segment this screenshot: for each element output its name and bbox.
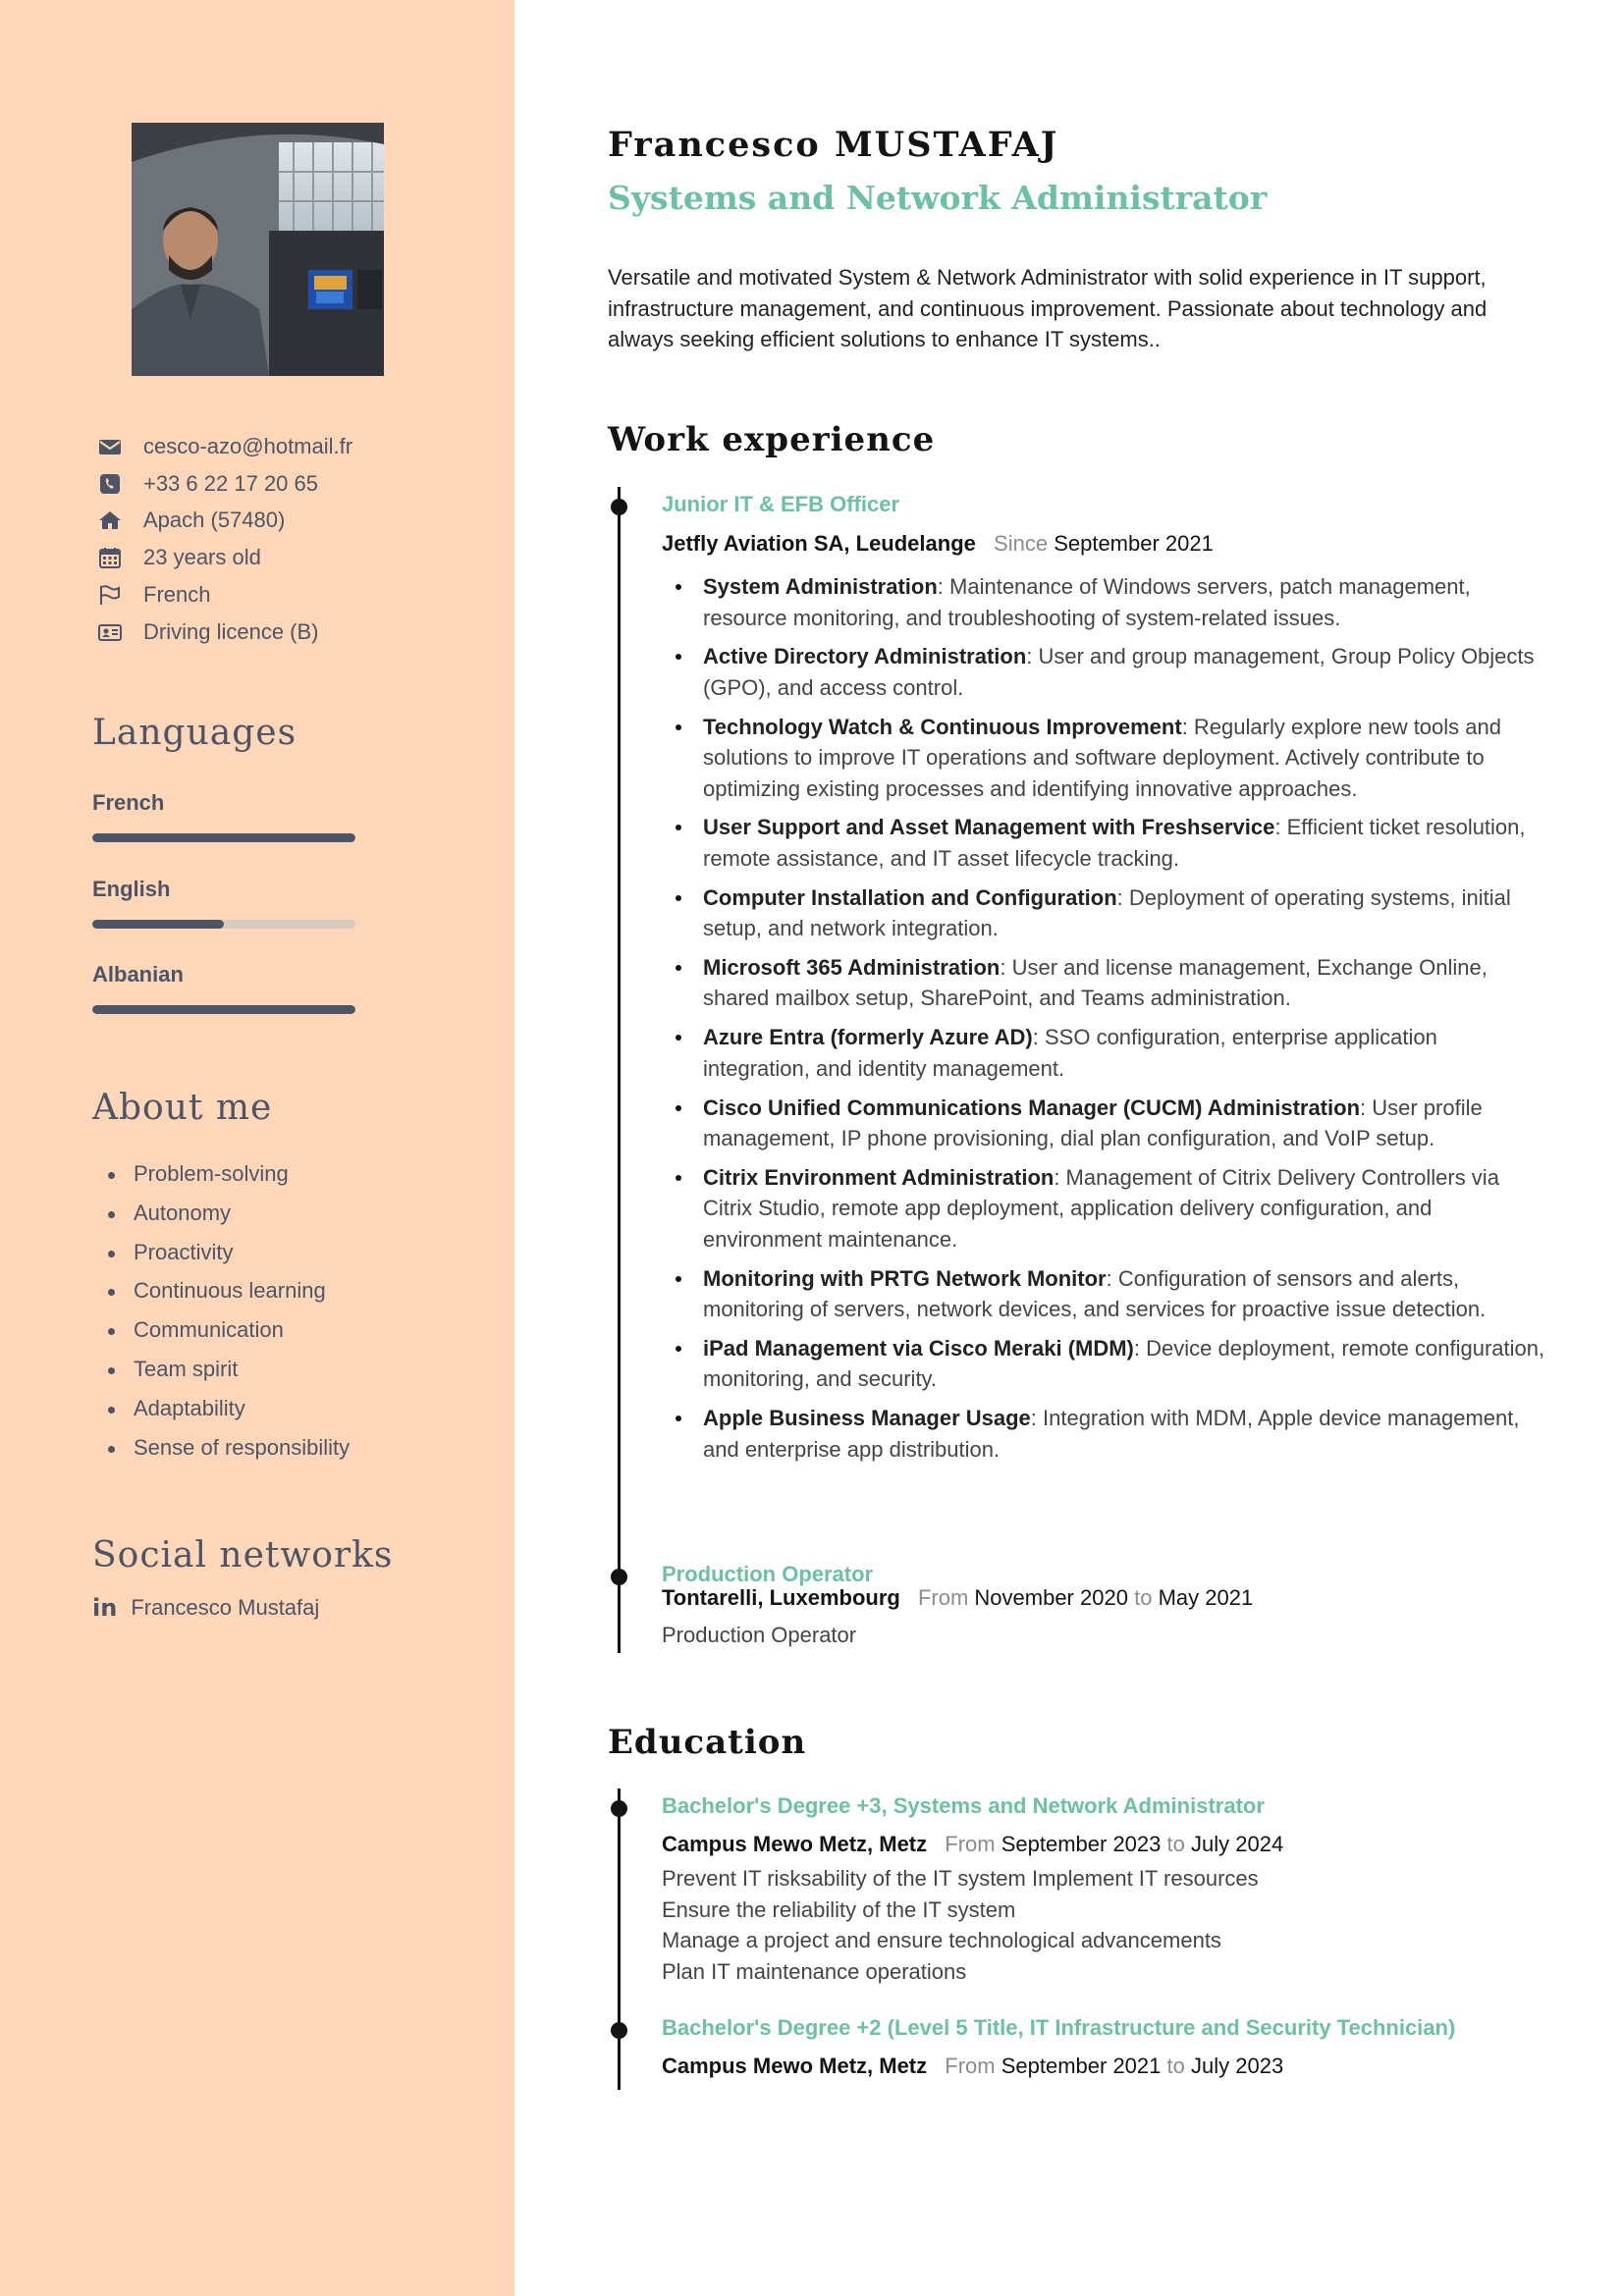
contact-text: +33 6 22 17 20 65 [143,470,318,496]
language-level-bar [92,833,355,842]
contact-list [98,428,352,651]
language-name: Albanian [92,962,184,987]
degree-detail: Manage a project and ensure technological advancements [662,1928,1221,1952]
from-date: November 2020 [974,1585,1128,1610]
degree-detail: Prevent IT risksability of the IT system Implement IT resources [662,1866,1259,1891]
language-item [92,877,355,929]
job-meta [662,1585,1253,1611]
degree-meta [662,2054,1283,2079]
since-label: Since [994,531,1049,556]
from-date: September 2023 [1001,1832,1162,1856]
about-heading: About me [92,1088,273,1128]
to-date: July 2023 [1191,2054,1284,2078]
school: Campus Mewo Metz, Metz [662,1832,928,1856]
work-timeline [618,487,621,1653]
bullet-item: Microsoft 365 Administration: User and license management, Exchange Online, shared mailbox setup, SharePoint, and Teams administration. [662,952,1545,1014]
about-item: Proactivity [102,1240,350,1279]
timeline-dot [611,1569,627,1585]
from-date: September 2021 [1001,2054,1162,2078]
languages-heading: Languages [92,713,298,753]
bullet-item: iPad Management via Cisco Meraki (MDM): Device deployment, remote configuration, monitoring, and security. [662,1333,1545,1395]
degree-title: Bachelor's Degree +3, Systems and Network Administrator [662,1793,1265,1818]
language-level-bar [92,1005,355,1014]
linkedin-name: Francesco Mustafaj [131,1595,320,1620]
social-heading: Social networks [92,1535,394,1575]
bullet-item: Computer Installation and Configuration: Deployment of operating systems, initial setup, and network integration. [662,882,1545,944]
language-item [92,962,355,1014]
to-date: July 2024 [1191,1832,1284,1856]
first-name: Francesco [608,125,821,165]
contact-text: French [143,582,211,608]
to-label: to [1166,1832,1185,1856]
bullet-item: Technology Watch & Continuous Improvement: Regularly explore new tools and solutions to improve IT operations and software deployment. Actively contribute to optimizing existing processes and identifying innovative approaches. [662,712,1545,805]
bullet-item: Cisco Unified Communications Manager (CUCM) Administration: User profile management, IP phone provisioning, dial plan configuration, and VoIP setup. [662,1093,1545,1154]
work-heading: Work experience [608,420,936,459]
linkedin-icon: in [92,1594,118,1622]
job-meta [662,531,1214,557]
timeline-dot [611,2022,627,2039]
degree-meta [662,1832,1283,1857]
about-item: Sense of responsibility [102,1435,350,1474]
envelope-icon [98,434,128,459]
company: Jetfly Aviation SA, Leudelange [662,531,976,556]
language-item [92,790,355,842]
bullet-item: System Administration: Maintenance of Windows servers, patch management, resource monitoring, and troubleshooting of system-related issues. [662,571,1545,633]
language-level-fill [92,1005,355,1014]
phone-icon [98,471,128,497]
language-name: French [92,790,165,815]
last-name: MUSTAFAJ [834,125,1059,165]
about-item: Team spirit [102,1357,350,1396]
job-description: Production Operator [662,1623,857,1647]
language-level-fill [92,920,224,929]
since-date: September 2021 [1054,531,1214,556]
from-label: From [917,1585,969,1610]
to-date: May 2021 [1158,1585,1254,1610]
home-icon [98,507,128,533]
education-timeline [618,1789,621,2090]
from-label: From [945,2054,996,2078]
job-bullets [662,571,1545,1473]
language-level-fill [92,833,355,842]
full-name [608,125,1058,165]
bullet-item: Active Directory Administration: User and group management, Group Policy Objects (GPO), and access control. [662,641,1545,703]
school: Campus Mewo Metz, Metz [662,2054,928,2078]
timeline-dot [611,499,627,515]
job-title: Production Operator [662,1562,874,1586]
job-title: Junior IT & EFB Officer [662,492,900,516]
to-label: to [1134,1585,1153,1610]
bullet-item: Monitoring with PRTG Network Monitor: Configuration of sensors and alerts, monitoring of servers, network devices, and services for proactive issue detection. [662,1263,1545,1325]
linkedin-link[interactable] [92,1594,319,1622]
bullet-item: Apple Business Manager Usage: Integration with MDM, Apple device management, and enterprise app distribution. [662,1403,1545,1465]
contact-licence [98,614,352,651]
contact-text: Driving licence (B) [143,618,319,644]
about-item: Autonomy [102,1201,350,1240]
calendar-icon [98,545,128,570]
about-item: Continuous learning [102,1278,350,1317]
sidebar [0,0,514,2296]
about-list [102,1161,350,1473]
id-card-icon [98,619,128,645]
from-label: From [945,1832,996,1856]
to-label: to [1166,2054,1185,2078]
flag-icon [98,582,128,608]
profile-summary: Versatile and motivated System & Network Administrator with solid experience in IT support, infrastructure management, and continuous improvement. Passionate about technology and always seeking efficient solutions to enhance IT systems.. [608,265,1488,351]
timeline-dot [611,1800,627,1817]
degree-title: Bachelor's Degree +2 (Level 5 Title, IT Infrastructure and Security Technician) [662,2015,1456,2040]
about-item: Communication [102,1317,350,1357]
contact-text: 23 years old [143,545,261,570]
contact-nationality [98,576,352,614]
bullet-item: Citrix Environment Administration: Management of Citrix Delivery Controllers via Citrix Studio, remote app deployment, application delivery configuration, and environment maintenance. [662,1162,1545,1255]
job-role: Systems and Network Administrator [608,179,1268,217]
language-name: English [92,877,171,901]
about-item: Problem-solving [102,1161,350,1201]
profile-photo [132,123,384,376]
contact-text: cesco-azo@hotmail.fr [143,433,353,458]
contact-phone[interactable] [98,465,352,503]
about-item: Adaptability [102,1396,350,1435]
bullet-item: Azure Entra (formerly Azure AD): SSO configuration, enterprise application integration, and identity management. [662,1022,1545,1084]
company: Tontarelli, Luxembourg [662,1585,900,1610]
language-level-bar [92,920,355,929]
contact-address [98,503,352,540]
contact-email[interactable] [98,428,352,465]
contact-text: Apach (57480) [143,507,286,533]
education-heading: Education [608,1723,807,1762]
degree-detail: Ensure the reliability of the IT system [662,1896,1016,1922]
degree-detail: Plan IT maintenance operations [662,1958,967,1984]
contact-age [98,539,352,576]
bullet-item: User Support and Asset Management with Freshservice: Efficient ticket resolution, remote assistance, and IT asset lifecycle tracking. [662,812,1545,874]
